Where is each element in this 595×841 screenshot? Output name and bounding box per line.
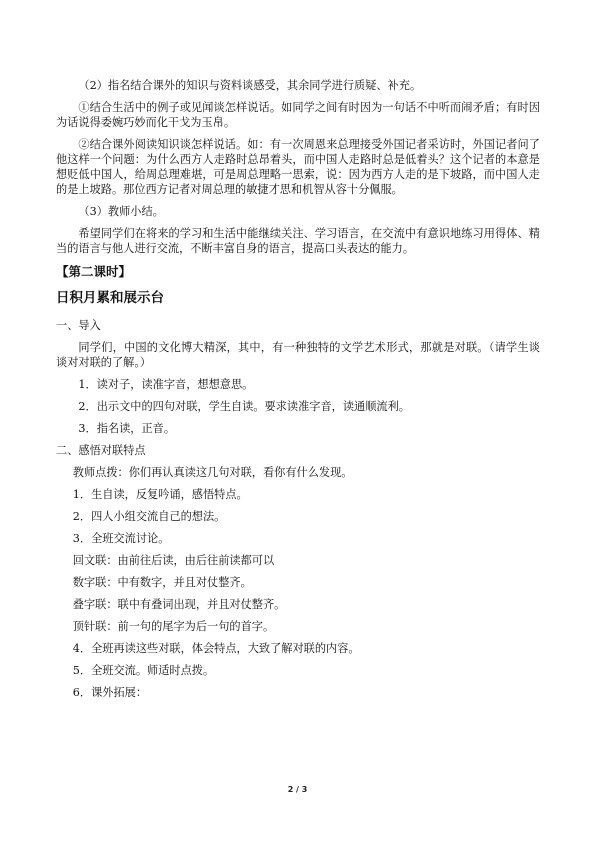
couplet-type: 叠字联：联中有叠词出现，并且对仗整齐。 [72, 598, 286, 611]
section-label: 一、导入 [56, 319, 101, 332]
list-item: 3．全班交流讨论。 [72, 532, 170, 545]
list-item: 3．指名读，正音。 [78, 422, 176, 435]
list-item: 2．四人小组交流自己的想法。 [72, 510, 226, 523]
paragraph: 教师点拨：你们再认真读这几句对联，看你有什么发现。 [72, 466, 353, 479]
paragraph: ①结合生活中的例子或见闻谈怎样说话。如同学之间有时因为一句话不中听而闹矛盾；有时因为话说得委婉巧妙而化干戈为玉帛。 [56, 101, 540, 129]
page-number: 2 / 3 [287, 785, 308, 794]
document-body [56, 78, 540, 707]
paragraph: （2）指名结合课外的知识与资料谈感受，其余同学进行质疑、补充。 [78, 79, 422, 92]
paragraph: 同学们，中国的文化博大精深，其中，有一种独特的文学艺术形式，那就是对联。（请学生谈谈对对联的了解。） [56, 341, 540, 369]
paragraph: 希望同学们在将来的学习和生活中能继续关注、学习语言，在交流中有意识地练习用得体、精当的语言与他人进行交流，不断丰富自身的语言，提高口头表达的能力。 [56, 227, 540, 255]
section-heading: 【第二课时】 [56, 264, 132, 279]
list-item: 2．出示文中的四句对联，学生自读。要求读准字音，读通顺流利。 [78, 400, 410, 413]
list-item: 1．生自读，反复吟诵，感悟特点。 [72, 488, 248, 501]
couplet-type: 回文联：由前往后读，由后往前读都可以 [72, 554, 275, 567]
lesson-title: 日积月累和展示台 [56, 290, 164, 306]
couplet-type: 数字联：中有数字，并且对仗整齐。 [72, 576, 252, 589]
section-label: 二、感悟对联特点 [56, 444, 146, 457]
list-item: 5．全班交流。师适时点拨。 [72, 664, 215, 677]
list-item: 6．课外拓展： [72, 686, 148, 699]
paragraph: （3）教师小结。 [78, 205, 164, 218]
couplet-type: 顶针联：前一句的尾字为后一句的首字。 [72, 620, 275, 633]
paragraph: ②结合课外阅读知识谈怎样说话。如：有一次周恩来总理接受外国记者采访时，外国记者问了他这样一个问题：为什么西方人走路时总昂着头，而中国人走路时总是低着头？这个记者的本意是想贬低中国人，给周总理难堪，可是周总理略一思索，说：因为西方人走的是下坡路，而中国人走的是上坡路。那位西方记者对周总理的敏捷才思和机智从容十分佩服。 [56, 138, 540, 196]
list-item: 4．全班再读这些对联，体会特点，大致了解对联的内容。 [72, 642, 360, 655]
list-item: 1．读对子，读准字音，想想意思。 [78, 378, 254, 391]
